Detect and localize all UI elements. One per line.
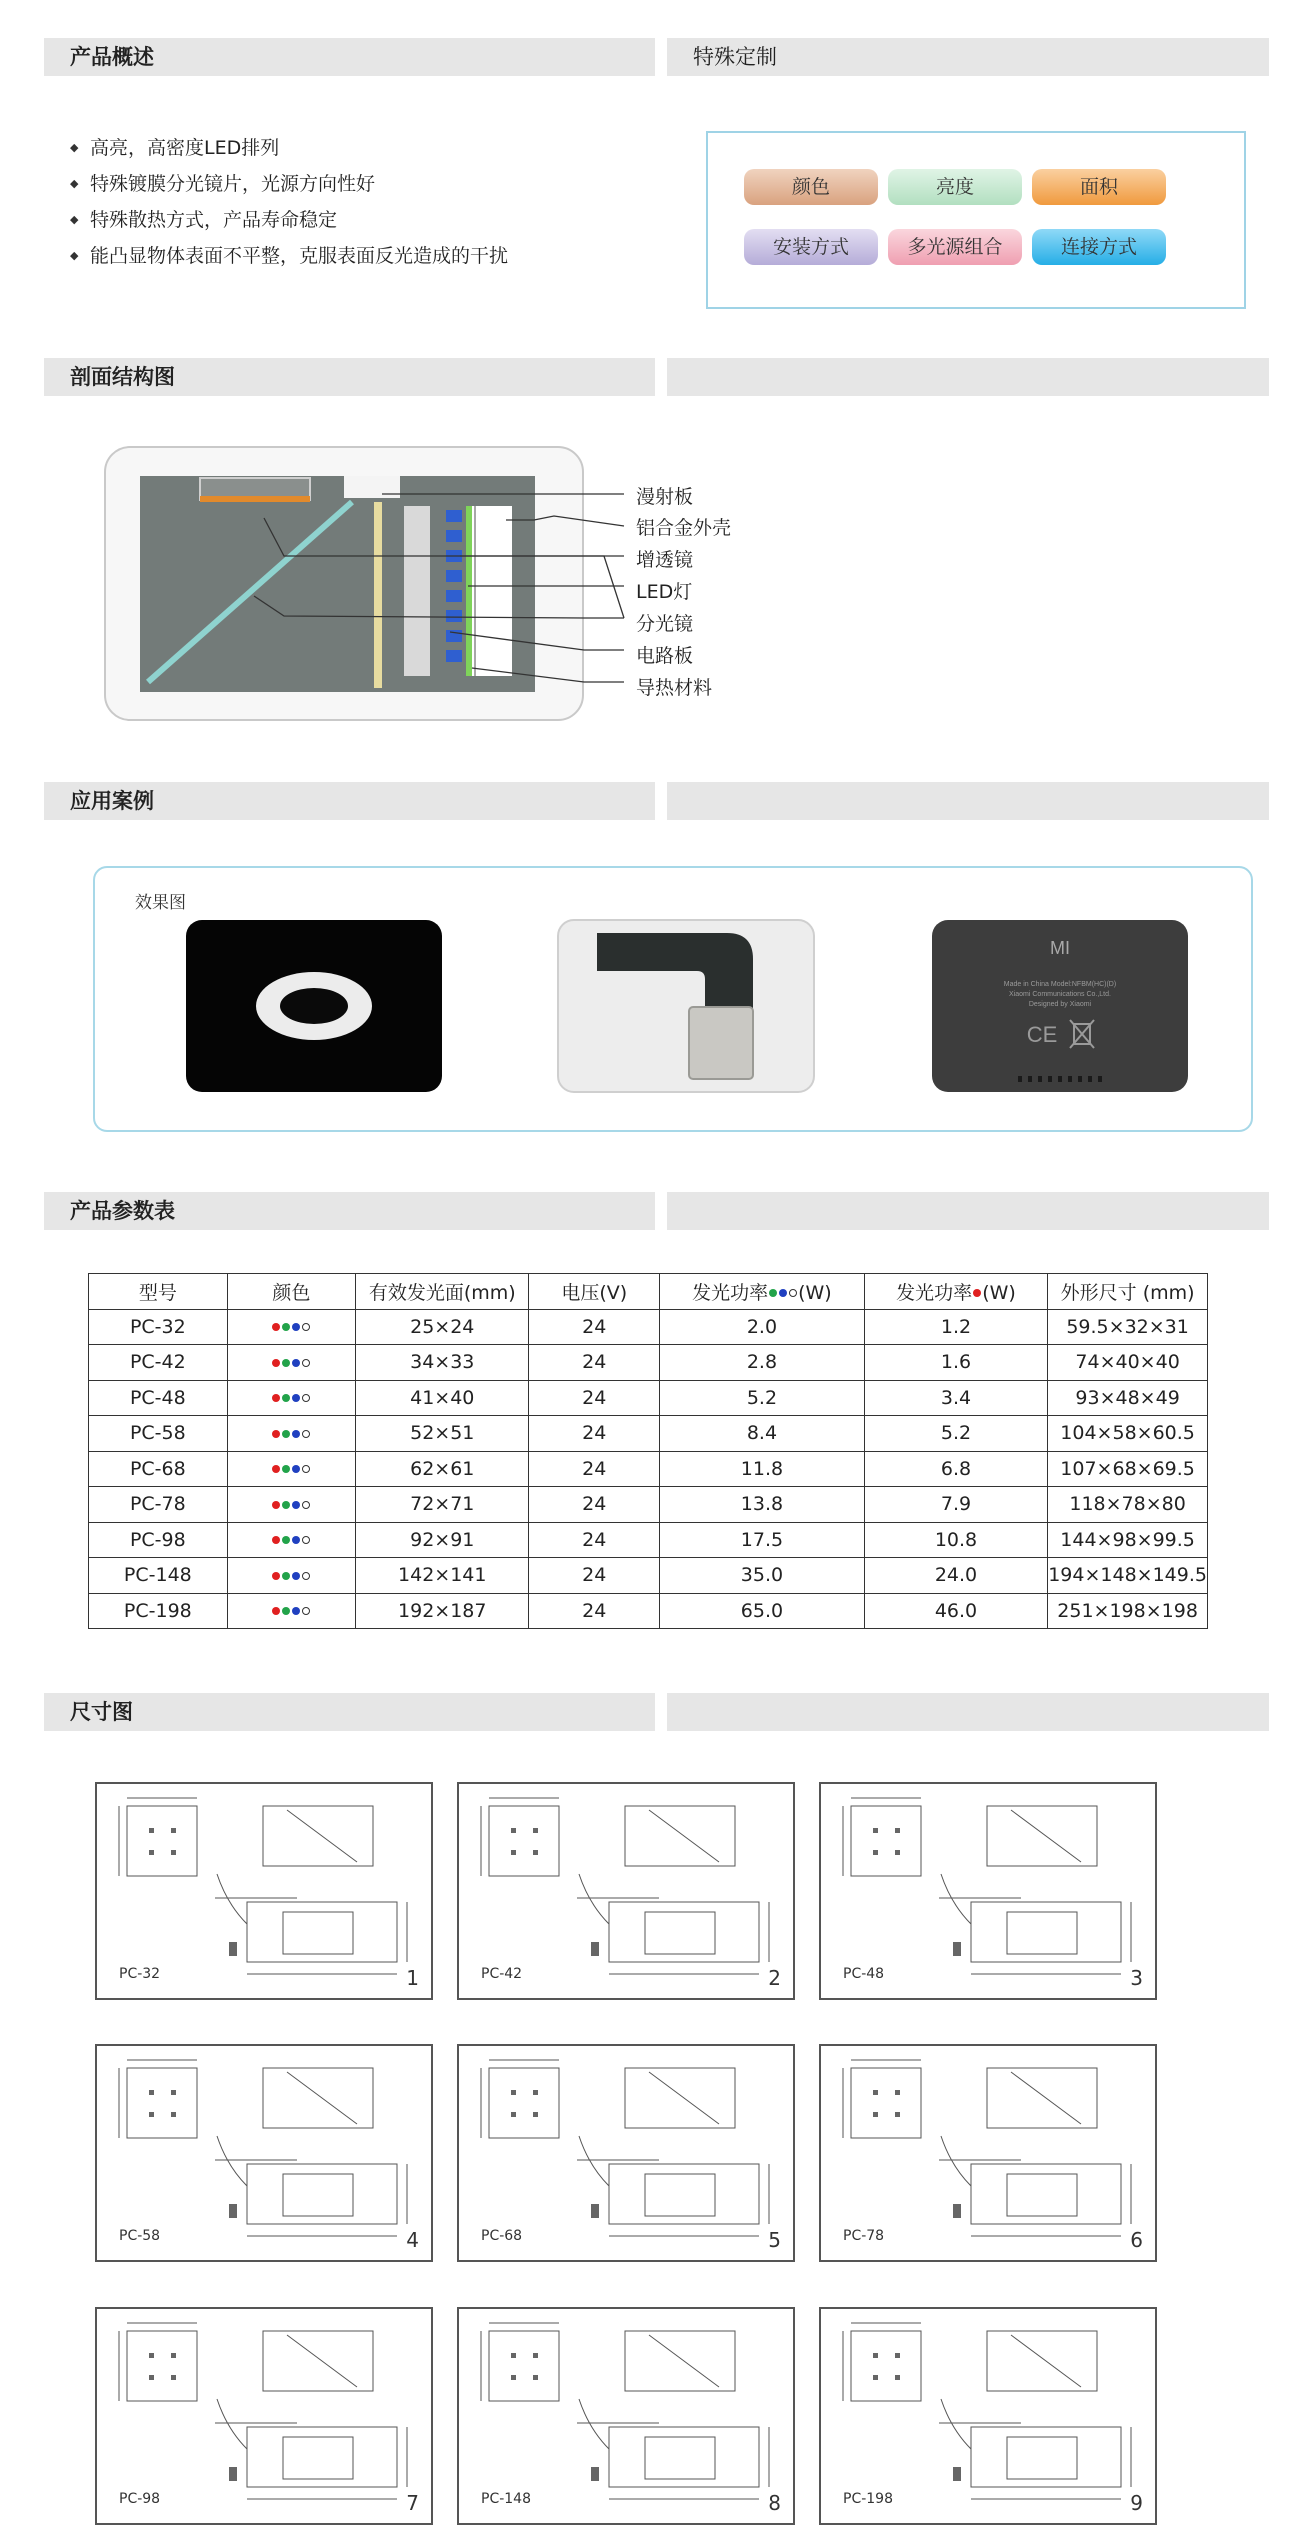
custom-option-connection: 连接方式 <box>1032 229 1166 265</box>
section-title-cases: 应用案例 <box>70 789 154 813</box>
dimension-drawing-card <box>819 2307 1157 2525</box>
color-dot <box>282 1394 290 1402</box>
section-title-dimensions: 尺寸图 <box>70 1700 133 1724</box>
table-cell: 5.2 <box>864 1416 1047 1452</box>
custom-option-color: 颜色 <box>744 169 878 205</box>
color-dot <box>292 1501 300 1509</box>
ce-mark: CE <box>1026 1022 1058 1047</box>
structure-label: 导热材料 <box>636 677 713 699</box>
color-dot <box>272 1465 280 1473</box>
section-title-overview: 产品概述 <box>70 45 154 69</box>
dimension-number: 8 <box>768 2491 781 2515</box>
dimension-model-label: PC-32 <box>119 1966 161 1982</box>
table-cell: 34×33 <box>356 1345 529 1381</box>
table-cell: 25×24 <box>356 1309 529 1345</box>
section-bar-dimensions <box>44 1693 655 1731</box>
dimension-model-label: PC-42 <box>481 1966 523 1982</box>
table-cell: 92×91 <box>356 1522 529 1558</box>
feature-list <box>70 130 508 274</box>
color-dot <box>272 1536 280 1544</box>
structure-label: 电路板 <box>636 645 694 667</box>
header-size: 外形尺寸 (mm) <box>1048 1274 1208 1310</box>
table-cell: 194×148×149.5 <box>1048 1558 1208 1594</box>
color-dot <box>272 1323 280 1331</box>
dimension-model-label: PC-98 <box>119 2491 161 2507</box>
color-dot <box>282 1430 290 1438</box>
dimension-number: 2 <box>768 1966 781 1990</box>
color-dot <box>292 1536 300 1544</box>
table-cell: PC-148 <box>89 1558 228 1594</box>
dimension-drawing-card <box>95 2044 433 2262</box>
color-dot <box>272 1501 280 1509</box>
dimension-drawing-card <box>95 1782 433 2000</box>
table-cell: 24 <box>529 1451 660 1487</box>
color-dot <box>272 1394 280 1402</box>
color-dots <box>227 1309 355 1345</box>
table-cell: 2.8 <box>660 1345 865 1381</box>
dimension-number: 9 <box>1130 2491 1143 2515</box>
table-cell: 46.0 <box>864 1593 1047 1629</box>
dimension-number: 3 <box>1130 1966 1143 1990</box>
color-dots <box>227 1345 355 1381</box>
table-cell: 17.5 <box>660 1522 865 1558</box>
table-cell: PC-32 <box>89 1309 228 1345</box>
table-cell: 62×61 <box>356 1451 529 1487</box>
dimension-number: 7 <box>406 2491 419 2515</box>
color-dots <box>227 1451 355 1487</box>
case-caption: 效果图 <box>135 893 186 913</box>
dimension-model-label: PC-148 <box>481 2491 531 2507</box>
structure-label: 增透镜 <box>636 549 694 571</box>
dimension-drawing-card <box>457 2307 795 2525</box>
table-cell: 24 <box>529 1522 660 1558</box>
dimension-number: 5 <box>768 2228 781 2252</box>
color-dot <box>292 1323 300 1331</box>
section-title-custom: 特殊定制 <box>693 45 777 69</box>
case-image-3 <box>932 920 1188 1092</box>
structure-label: 漫射板 <box>636 486 694 508</box>
section-title-structure: 剖面结构图 <box>70 365 175 389</box>
table-cell: 24 <box>529 1380 660 1416</box>
header-area: 有效发光面(mm) <box>356 1274 529 1310</box>
section-bar-cases-right <box>667 782 1269 820</box>
color-dot <box>272 1359 280 1367</box>
table-row <box>89 1416 1208 1452</box>
color-dot-white <box>302 1501 310 1509</box>
color-dot <box>292 1607 300 1615</box>
case-image-1 <box>186 920 442 1092</box>
table-row <box>89 1487 1208 1523</box>
color-dot <box>292 1572 300 1580</box>
table-cell: 251×198×198 <box>1048 1593 1208 1629</box>
color-dots <box>227 1380 355 1416</box>
table-cell: PC-48 <box>89 1380 228 1416</box>
color-dot <box>292 1394 300 1402</box>
table-cell: 118×78×80 <box>1048 1487 1208 1523</box>
dimension-drawing-card <box>457 1782 795 2000</box>
dimension-model-label: PC-78 <box>843 2228 885 2244</box>
table-row <box>89 1522 1208 1558</box>
section-bar-dimensions-right <box>667 1693 1269 1731</box>
color-dot-white <box>302 1536 310 1544</box>
table-cell: 24 <box>529 1487 660 1523</box>
table-cell: 1.6 <box>864 1345 1047 1381</box>
table-cell: 59.5×32×31 <box>1048 1309 1208 1345</box>
table-cell: 24 <box>529 1558 660 1594</box>
table-cell: 8.4 <box>660 1416 865 1452</box>
color-dot <box>292 1465 300 1473</box>
custom-options-box <box>706 131 1246 309</box>
table-row <box>89 1593 1208 1629</box>
color-dot <box>272 1572 280 1580</box>
table-cell: 192×187 <box>356 1593 529 1629</box>
table-cell: 104×58×60.5 <box>1048 1416 1208 1452</box>
color-dot-white <box>302 1323 310 1331</box>
recycle-bin-icon <box>1070 1020 1094 1048</box>
dimension-model-label: PC-48 <box>843 1966 885 1982</box>
dimension-model-label: PC-58 <box>119 2228 161 2244</box>
color-dot <box>282 1359 290 1367</box>
product-logo: MI <box>1050 938 1070 958</box>
dimension-model-label: PC-68 <box>481 2228 523 2244</box>
speaker-holes <box>1018 1076 1102 1082</box>
table-cell: 7.9 <box>864 1487 1047 1523</box>
table-row <box>89 1451 1208 1487</box>
section-title-params: 产品参数表 <box>70 1199 175 1223</box>
table-cell: 72×71 <box>356 1487 529 1523</box>
table-row <box>89 1345 1208 1381</box>
table-cell: PC-42 <box>89 1345 228 1381</box>
section-bar-params-right <box>667 1192 1269 1230</box>
color-dot <box>272 1607 280 1615</box>
table-cell: 144×98×99.5 <box>1048 1522 1208 1558</box>
color-dots <box>227 1558 355 1594</box>
table-header-row <box>89 1274 1208 1310</box>
table-cell: 52×51 <box>356 1416 529 1452</box>
params-table <box>88 1273 1208 1629</box>
color-dot <box>292 1430 300 1438</box>
custom-option-multi-source: 多光源组合 <box>888 229 1022 265</box>
dimension-drawing-card <box>819 1782 1157 2000</box>
table-cell: 74×40×40 <box>1048 1345 1208 1381</box>
structure-label: 铝合金外壳 <box>636 517 732 539</box>
section-bar-structure-right <box>667 358 1269 396</box>
table-cell: 3.4 <box>864 1380 1047 1416</box>
table-cell: 35.0 <box>660 1558 865 1594</box>
table-cell: 142×141 <box>356 1558 529 1594</box>
header-power-red: 发光功率 (W) <box>864 1274 1047 1310</box>
color-dot-white <box>302 1394 310 1402</box>
color-dot <box>272 1430 280 1438</box>
table-cell: 24 <box>529 1593 660 1629</box>
color-dot <box>282 1536 290 1544</box>
dimension-drawing-card <box>819 2044 1157 2262</box>
dimension-model-label: PC-198 <box>843 2491 893 2507</box>
dimension-number: 4 <box>406 2228 419 2252</box>
table-cell: 93×48×49 <box>1048 1380 1208 1416</box>
color-dot <box>292 1359 300 1367</box>
table-cell: 6.8 <box>864 1451 1047 1487</box>
header-color: 颜色 <box>227 1274 355 1310</box>
feature-item: ◆ 特殊散热方式，产品寿命稳定 <box>70 202 508 238</box>
color-dot <box>282 1501 290 1509</box>
dimension-number: 6 <box>1130 2228 1143 2252</box>
color-dot-white <box>302 1572 310 1580</box>
header-power-rgbw: 发光功率 (W) <box>660 1274 865 1310</box>
color-dots <box>227 1487 355 1523</box>
dimension-number: 1 <box>406 1966 419 1990</box>
custom-option-mounting: 安装方式 <box>744 229 878 265</box>
table-row <box>89 1309 1208 1345</box>
table-cell: 13.8 <box>660 1487 865 1523</box>
table-cell: 24 <box>529 1309 660 1345</box>
color-dots <box>227 1416 355 1452</box>
color-dot <box>282 1572 290 1580</box>
table-cell: PC-78 <box>89 1487 228 1523</box>
color-dot-white <box>302 1359 310 1367</box>
table-cell: 2.0 <box>660 1309 865 1345</box>
table-cell: 24.0 <box>864 1558 1047 1594</box>
table-row <box>89 1558 1208 1594</box>
table-cell: PC-198 <box>89 1593 228 1629</box>
header-model: 型号 <box>89 1274 228 1310</box>
table-cell: 24 <box>529 1345 660 1381</box>
dimension-drawing-card <box>95 2307 433 2525</box>
product-text: Made in China Model:NFBM(HC)(D) <box>1003 981 1117 988</box>
color-dot-white <box>302 1430 310 1438</box>
table-cell: 65.0 <box>660 1593 865 1629</box>
custom-option-area: 面积 <box>1032 169 1166 205</box>
color-dots <box>227 1593 355 1629</box>
table-row <box>89 1380 1208 1416</box>
case-image-2 <box>557 919 815 1093</box>
table-cell: 11.8 <box>660 1451 865 1487</box>
color-dot <box>282 1607 290 1615</box>
color-dot-white <box>302 1465 310 1473</box>
product-text: Designed by Xiaomi <box>1028 1001 1092 1008</box>
feature-item: ◆ 能凸显物体表面不平整，克服表面反光造成的干扰 <box>70 238 508 274</box>
custom-option-brightness: 亮度 <box>888 169 1022 205</box>
feature-item: ◆ 特殊镀膜分光镜片，光源方向性好 <box>70 166 508 202</box>
table-cell: 41×40 <box>356 1380 529 1416</box>
table-cell: 10.8 <box>864 1522 1047 1558</box>
table-cell: PC-98 <box>89 1522 228 1558</box>
feature-item: ◆ 高亮，高密度LED排列 <box>70 130 508 166</box>
dimension-drawing-card <box>457 2044 795 2262</box>
header-voltage: 电压(V) <box>529 1274 660 1310</box>
product-text: Xiaomi Communications Co.,Ltd. <box>1009 991 1111 998</box>
table-cell: 5.2 <box>660 1380 865 1416</box>
table-cell: 107×68×69.5 <box>1048 1451 1208 1487</box>
color-dot <box>282 1465 290 1473</box>
color-dot-white <box>302 1607 310 1615</box>
table-cell: 1.2 <box>864 1309 1047 1345</box>
table-cell: PC-58 <box>89 1416 228 1452</box>
table-cell: PC-68 <box>89 1451 228 1487</box>
table-cell: 24 <box>529 1416 660 1452</box>
color-dot <box>282 1323 290 1331</box>
structure-label: 分光镜 <box>636 613 694 635</box>
color-dots <box>227 1522 355 1558</box>
structure-label: LED灯 <box>636 581 693 603</box>
